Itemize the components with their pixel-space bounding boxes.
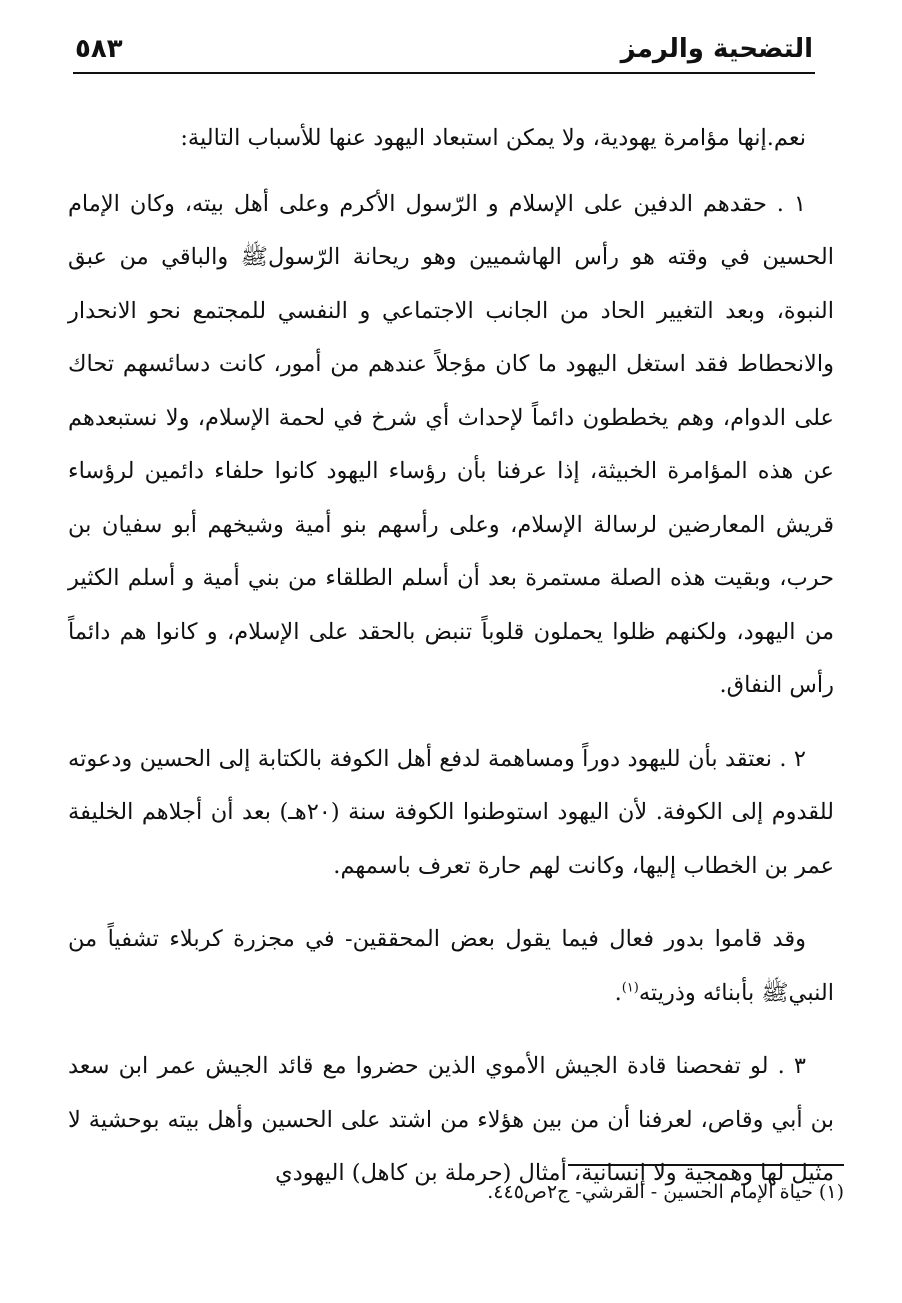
extra-paragraph-end: . bbox=[614, 979, 622, 1006]
extra-paragraph-text: وقد قاموا بدور فعال فيما يقول بعض المحققين- في مجزرة كربلاء تشفياً من النبيﷺ بأبنائه وذريته bbox=[68, 926, 834, 1006]
extra-paragraph bbox=[68, 913, 834, 1020]
point-1-paragraph: ١ . حقدهم الدفين على الإسلام و الرّسول الأكرم وعلى أهل بيته، وكان الإمام الحسين في وقته هو رأس الهاشميين وهو ريحانة الرّسولﷺ والباقي من عبق النبوة، وبعد التغيير الحاد من الجانب الاجتماعي و النفسي للمجتمع نحو الانحدار والانحطاط فقد استغل اليهود ما كان مؤجلاً عندهم من أمور، كانت دسائسهم تحاك على الدوام، وهم يخططون دائماً لإحداث أي شرخ في لحمة الإسلام، ولا نستبعدهم عن هذه المؤامرة الخبيثة، إذا عرفنا بأن رؤساء اليهود كانوا حلفاء دائمين لرؤساء قريش المعارضين لرسالة الإسلام، وعلى رأسهم بنو أمية وشيخهم أبو سفيان بن حرب، وبقيت هذه الصلة مستمرة بعد أن أسلم الطلقاء من بني أمية و أسلم الكثير من اليهود، ولكنهم ظلوا يحملون قلوباً تنبض بالحقد على الإسلام، و كانوا هم دائماً رأس النفاق. bbox=[68, 190, 834, 698]
footnote-divider bbox=[568, 1164, 844, 1166]
page-number: ٥٨٣ bbox=[75, 34, 123, 64]
main-text bbox=[68, 112, 834, 1201]
running-header bbox=[73, 32, 815, 74]
intro-paragraph: نعم.إنها مؤامرة يهودية، ولا يمكن استبعاد اليهود عنها للأسباب التالية: bbox=[180, 125, 806, 151]
point-3-paragraph: ٣ . لو تفحصنا قادة الجيش الأموي الذين حضروا مع قائد الجيش عمر ابن سعد بن أبي وقاص، لعرفنا أن من بين هؤلاء من اشتد على الحسين وأهل بيته بوحشية لا مثيل لها وهمجية ولا إنسانية، أمثال (حرملة بن كاهل) اليهودي bbox=[68, 1053, 834, 1186]
chapter-title: التضحية والرمز bbox=[620, 34, 813, 64]
footnote-reference: (١) bbox=[621, 980, 639, 995]
point-2-paragraph: ٢ . نعتقد بأن لليهود دوراً ومساهمة لدفع أهل الكوفة بالكتابة إلى الحسين ودعوته للقدوم إلى الكوفة. لأن اليهود استوطنوا الكوفة سنة (٢٠هـ) بعد أن أجلاهم الخليفة عمر بن الخطاب إليها، وكانت لهم حارة تعرف باسمهم. bbox=[68, 745, 834, 879]
footnote-1: (١) حياة الإمام الحسين - القرشي- ج٢ص٤٤٥. bbox=[487, 1181, 844, 1203]
header-divider bbox=[73, 72, 815, 74]
